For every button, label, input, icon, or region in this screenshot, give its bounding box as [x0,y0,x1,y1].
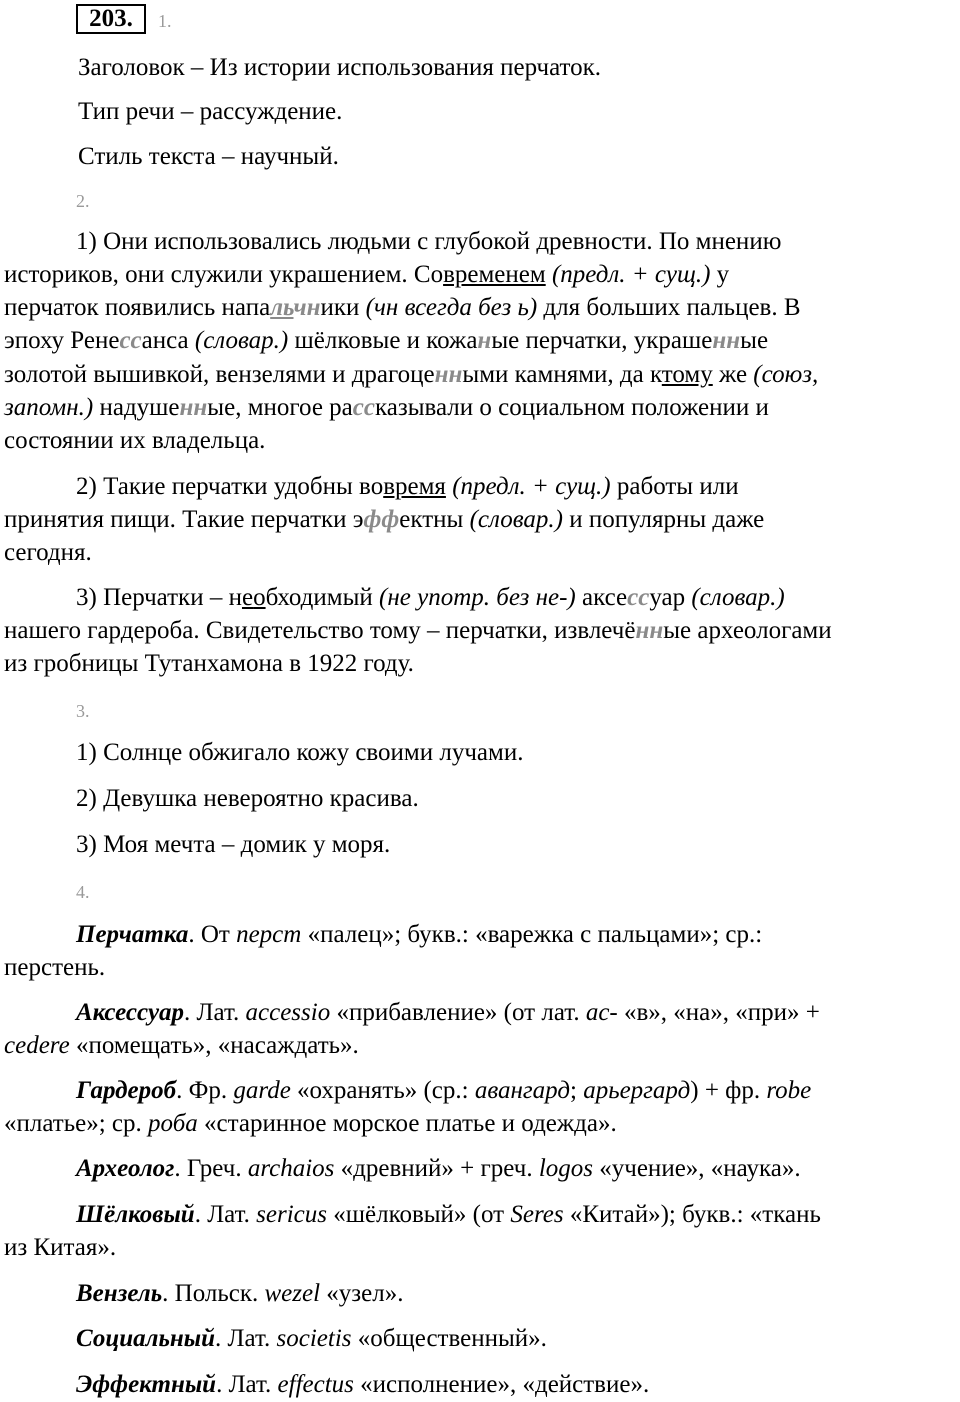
etym-entry-arheolog: Археолог. Греч. archaios «древний» + греч. logos «учение», «наука». [76,1155,801,1182]
text-style-line: Стиль текста – научный. [78,143,339,170]
etym-entry-aksessuar: Аксессуар. Лат. accessio «прибавление» (от лат. ac- «в», «на», «при» + [76,999,820,1026]
p3-line-1: 3) Перчатки – необходимый (не употр. без не-) аксессуар (словар.) [76,584,785,611]
p1-line-3: перчаток появились напальчники (чн всегда без ь) для больших пальцев. В [4,294,801,321]
etym-entry-aksessuar-cont: cedere «помещать», «насаждать». [4,1032,359,1059]
p3-line-3: из гробницы Тутанхамона в 1922 году. [4,650,414,677]
section-marker-1: 1. [158,11,172,31]
p2-line-3: сегодня. [4,539,92,566]
section-marker-3: 3. [76,701,90,721]
section-marker-2: 2. [76,191,90,211]
section-marker-4: 4. [76,882,90,902]
etym-entry-shelkovyj-cont: из Китая». [4,1234,117,1261]
p2-line-1: 2) Такие перчатки удобны вовремя (предл. + сущ.) работы или [76,473,739,500]
p3-line-2: нашего гардероба. Свидетельство тому – перчатки, извлечённые археологами [4,617,832,644]
etym-entry-perchatka-cont: перстень. [4,954,106,981]
p1-line-6: запомн.) надушенные, многое рассказывали о социальном положении и [4,394,769,421]
etym-entry-venzel: Вензель. Польск. wezel «узел». [76,1280,404,1307]
title-line: Заголовок – Из истории использования перчаток. [78,54,602,81]
p1-line-2: историков, они служили украшением. Современем (предл. + сущ.) у [4,261,730,288]
p1-line-1: 1) Они использовались людьми с глубокой древности. По мнению [76,228,782,255]
speech-type-line: Тип речи – рассуждение. [78,98,343,125]
etym-entry-effektnyj: Эффектный. Лат. effectus «исполнение», «действие». [76,1371,650,1398]
sentence-2: 2) Девушка невероятно красива. [76,785,419,812]
exercise-number: 203. [76,4,146,34]
p1-line-7: состоянии их владельца. [4,427,266,454]
p1-line-5: золотой вышивкой, вензелями и драгоценными камнями, да ктому же (союз, [4,361,819,388]
etym-entry-perchatka: Перчатка. От перст «палец»; букв.: «варежка с пальцами»; ср.: [76,921,763,948]
p1-line-4: эпоху Ренессанса (словар.) шёлковые и кожаные перчатки, украшенные [4,327,769,354]
p2-line-2: принятия пищи. Такие перчатки эффектны (словар.) и популярны даже [4,506,765,533]
etym-entry-garderob-cont: «платье»; ср. роба «старинное морское платье и одежда». [4,1110,617,1137]
etym-entry-shelkovyj: Шёлковый. Лат. sericus «шёлковый» (от Seres «Китай»); букв.: «ткань [76,1201,821,1228]
sentence-3: 3) Моя мечта – домик у моря. [76,831,391,858]
etym-entry-garderob: Гардероб. Фр. garde «охранять» (ср.: авангард; арьергард) + фр. robe [76,1077,812,1104]
etym-entry-socialnyj: Социальный. Лат. societis «общественный». [76,1325,547,1352]
sentence-1: 1) Солнце обжигало кожу своими лучами. [76,739,524,766]
